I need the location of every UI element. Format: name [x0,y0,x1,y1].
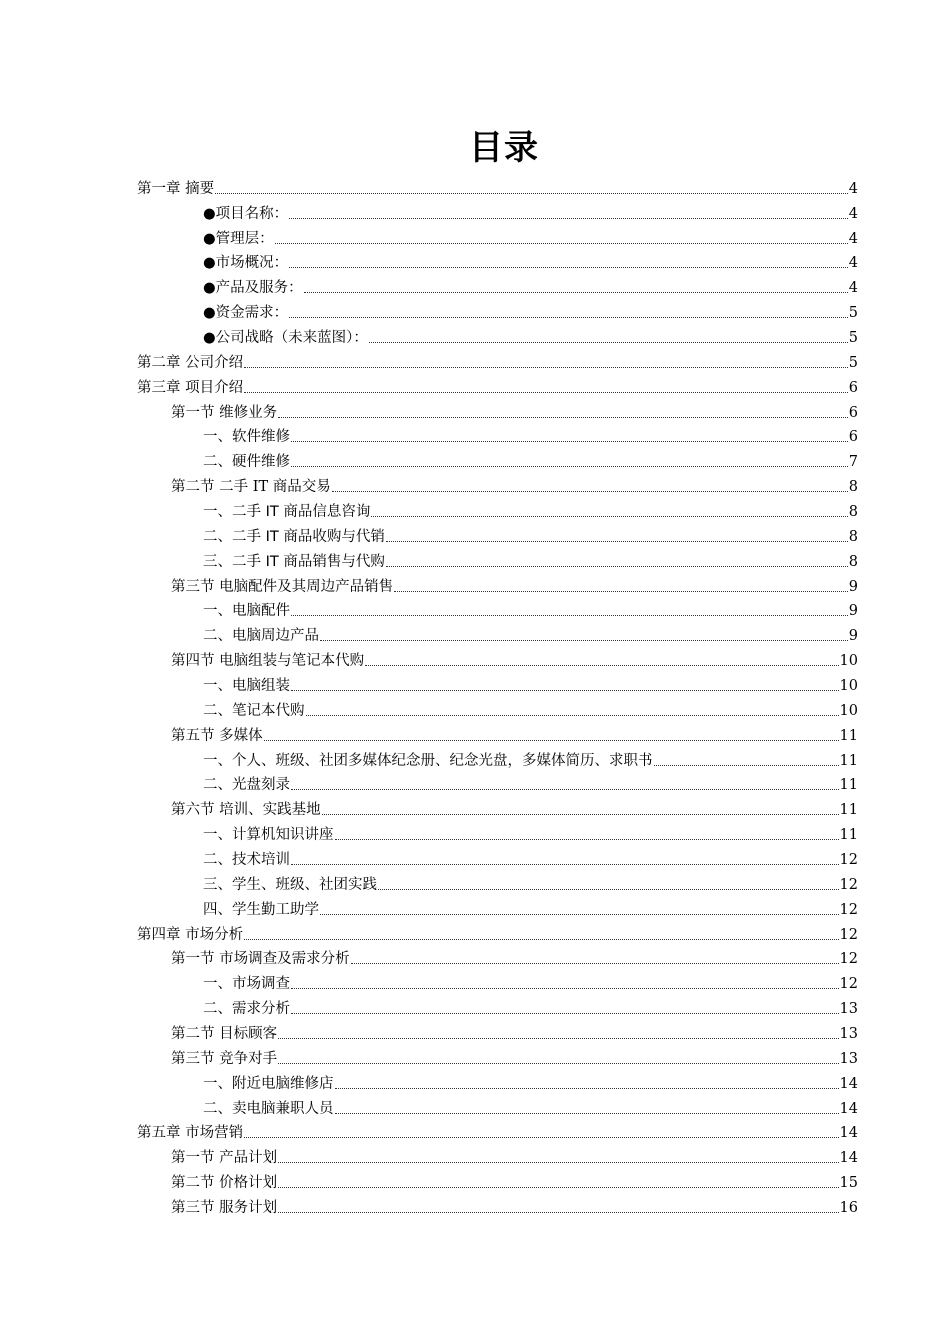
toc-entry-label: 第二节 价格计划 [171,1175,278,1192]
toc-entry-level-3[interactable] [0,621,950,646]
toc-entry-level-3[interactable] [0,423,950,448]
dot-leader [291,441,848,442]
toc-entry-page-number: 6 [848,379,858,396]
toc-entry-label: 第二章 公司介绍 [137,354,244,371]
dot-leader [654,765,839,766]
toc-entry-level-1[interactable] [0,373,950,398]
toc-entry-level-1[interactable] [0,920,950,945]
dot-leader [244,392,848,393]
toc-entry-level-2[interactable] [0,1044,950,1069]
toc-entry-level-3[interactable] [0,273,950,298]
toc-entry-page-number: 8 [848,553,858,570]
toc-entry-page-number: 11 [839,827,858,844]
toc-entry-label: 第五节 多媒体 [171,727,263,744]
toc-entry-level-1[interactable] [0,174,950,199]
toc-entry-page-number: 11 [839,727,858,744]
toc-entry-label: 第一节 维修业务 [171,404,278,421]
toc-entry-page-number: 11 [839,752,858,769]
toc-entry-label: 二、二手 IT 商品收购与代销 [203,528,385,545]
dot-leader [378,889,839,890]
toc-entry-level-3[interactable] [0,671,950,696]
dot-leader [244,367,848,368]
toc-entry-level-3[interactable] [0,597,950,622]
toc-entry-page-number: 8 [848,503,858,520]
toc-entry-label: 二、硬件维修 [203,454,290,471]
toc-entry-label: 一、二手 IT 商品信息咨询 [203,503,371,520]
dot-leader [289,267,848,268]
dot-leader [322,814,839,815]
toc-entry-level-3[interactable] [0,522,950,547]
toc-entry-level-2[interactable] [0,721,950,746]
toc-entry-page-number: 11 [839,777,858,794]
dot-leader [264,740,839,741]
toc-entry-page-number: 13 [839,1026,858,1043]
toc-entry-level-3[interactable] [0,224,950,249]
toc-entry-level-2[interactable] [0,646,950,671]
toc-entry-page-number: 5 [848,329,858,346]
toc-entry-page-number: 13 [839,1050,858,1067]
dot-leader [365,665,838,666]
toc-entry-level-3[interactable] [0,1069,950,1094]
toc-entry-page-number: 12 [839,926,858,943]
toc-entry-page-number: 12 [839,951,858,968]
toc-entry-level-3[interactable] [0,820,950,845]
toc-entry-level-2[interactable] [0,572,950,597]
toc-entry-page-number: 14 [839,1150,858,1167]
dot-leader [371,516,847,517]
dot-leader [394,591,848,592]
toc-entry-level-3[interactable] [0,845,950,870]
toc-entry-page-number: 14 [839,1125,858,1142]
toc-entry-level-3[interactable] [0,298,950,323]
toc-entry-page-number: 5 [848,354,858,371]
dot-leader [289,317,848,318]
toc-entry-label: ●项目名称： [203,205,289,222]
toc-entry-level-3[interactable] [0,696,950,721]
dot-leader [278,1038,838,1039]
toc-entry-page-number: 4 [848,205,858,222]
toc-entry-label: 二、需求分析 [203,1001,290,1018]
toc-entry-level-2[interactable] [0,1019,950,1044]
toc-entry-label: 二、电脑周边产品 [203,628,319,645]
toc-entry-page-number: 8 [848,528,858,545]
dot-leader [244,1137,838,1138]
toc-entry-label: 一、电脑配件 [203,603,290,620]
toc-entry-page-number: 9 [848,603,858,620]
dot-leader [291,864,839,865]
toc-entry-page-number: 11 [839,802,858,819]
dot-leader [291,615,848,616]
dot-leader [335,1088,839,1089]
toc-entry-page-number: 16 [839,1200,858,1217]
toc-entry-level-1[interactable] [0,348,950,373]
toc-entry-label: 第二节 二手 IT 商品交易 [171,479,331,496]
toc-entry-page-number: 4 [848,255,858,272]
toc-entry-label: 四、学生勤工助学 [203,901,319,918]
toc-entry-label: 三、学生、班级、社团实践 [203,876,377,893]
toc-entry-label: 一、个人、班级、社团多媒体纪念册、纪念光盘，多媒体简历、求职书 [203,752,653,769]
dot-leader [304,292,848,293]
toc-entry-label: 一、计算机知识讲座 [203,827,334,844]
toc-entry-label: 第五章 市场营销 [137,1125,244,1142]
toc-entry-label: 第一节 产品计划 [171,1150,278,1167]
dot-leader [335,1113,839,1114]
dot-leader [275,243,848,244]
toc-entry-level-2[interactable] [0,796,950,821]
toc-entry-page-number: 6 [848,429,858,446]
toc-entry-label: 一、电脑组装 [203,677,290,694]
toc-entry-page-number: 15 [839,1175,858,1192]
toc-entry-label: 二、光盘刻录 [203,777,290,794]
toc-title: 目录 [469,128,539,168]
dot-leader [278,417,848,418]
toc-entry-label: 一、附近电脑维修店 [203,1075,334,1092]
dot-leader [278,1162,838,1163]
toc-entry-page-number: 4 [848,280,858,297]
toc-entry-level-3[interactable] [0,870,950,895]
toc-entry-page-number: 13 [839,1001,858,1018]
toc-entry-label: 第四章 市场分析 [137,926,244,943]
toc-entry-label: ●产品及服务： [203,280,303,297]
dot-leader [386,541,848,542]
toc-entry-page-number: 10 [839,653,858,670]
toc-entry-label: 第一节 市场调查及需求分析 [171,951,350,968]
dot-leader [278,1063,838,1064]
dot-leader [351,963,839,964]
toc-entry-level-3[interactable] [0,323,950,348]
toc-entry-label: 第四节 电脑组装与笔记本代购 [171,653,365,670]
toc-entry-label: 第六节 培训、实践基地 [171,802,321,819]
toc-entry-level-3[interactable] [0,1094,950,1119]
toc-entry-page-number: 12 [839,976,858,993]
toc-entry-page-number: 12 [839,852,858,869]
dot-leader [291,690,839,691]
toc-entry-level-2[interactable] [0,945,950,970]
dot-leader [291,466,848,467]
toc-entry-level-2[interactable] [0,1144,950,1169]
toc-entry-level-3[interactable] [0,497,950,522]
toc-entry-level-3[interactable] [0,771,950,796]
toc-entry-label: 二、卖电脑兼职人员 [203,1100,334,1117]
dot-leader [320,914,839,915]
toc-entry-page-number: 4 [848,180,858,197]
toc-entry-page-number: 4 [848,230,858,247]
toc-entry-level-3[interactable] [0,994,950,1019]
toc-entry-level-3[interactable] [0,746,950,771]
dot-leader [320,640,848,641]
dot-leader [278,1212,838,1213]
toc-entry-page-number: 6 [848,404,858,421]
dot-leader [291,1013,839,1014]
toc-entry-label: 第三节 服务计划 [171,1200,278,1217]
dot-leader [278,1187,838,1188]
toc-entry-label: 第二节 目标顾客 [171,1026,278,1043]
toc-entry-level-3[interactable] [0,970,950,995]
dot-leader [215,193,848,194]
toc-entry-page-number: 12 [839,901,858,918]
toc-entry-level-3[interactable] [0,447,950,472]
toc-entry-label: 一、市场调查 [203,976,290,993]
toc-entry-page-number: 12 [839,876,858,893]
toc-entry-page-number: 9 [848,628,858,645]
dot-leader [369,342,848,343]
toc-entry-level-3[interactable] [0,199,950,224]
dot-leader [335,839,839,840]
toc-entry-level-1[interactable] [0,1119,950,1144]
dot-leader [289,218,848,219]
toc-entry-label: ●市场概况： [203,255,289,272]
toc-entry-label: ●管理层： [203,230,274,247]
dot-leader [386,566,848,567]
dot-leader [306,715,839,716]
toc-entry-level-3[interactable] [0,895,950,920]
toc-entry-label: ●公司战略（未来蓝图）： [203,329,368,346]
toc-entry-label: 三、二手 IT 商品销售与代购 [203,553,385,570]
toc-entry-label: 第三章 项目介绍 [137,379,244,396]
dot-leader [244,939,838,940]
toc-entry-label: 一、软件维修 [203,429,290,446]
toc-entry-page-number: 14 [839,1100,858,1117]
toc-entry-level-2[interactable] [0,398,950,423]
toc-entry-page-number: 10 [839,702,858,719]
toc-entry-level-2[interactable] [0,472,950,497]
dot-leader [332,491,848,492]
toc-entry-page-number: 9 [848,578,858,595]
toc-entry-page-number: 7 [848,454,858,471]
toc-entry-level-3[interactable] [0,547,950,572]
toc-entry-level-2[interactable] [0,1168,950,1193]
toc-entry-label: 二、笔记本代购 [203,702,305,719]
toc-entry-level-2[interactable] [0,1193,950,1218]
toc-entry-page-number: 8 [848,479,858,496]
toc-entry-page-number: 10 [839,677,858,694]
toc-entry-label: 第三节 竞争对手 [171,1050,278,1067]
toc-entry-label: 二、技术培训 [203,852,290,869]
toc-entry-label: 第一章 摘要 [137,180,215,197]
toc-entry-level-3[interactable] [0,249,950,274]
dot-leader [291,988,839,989]
toc-entry-page-number: 5 [848,305,858,322]
toc-entry-label: 第三节 电脑配件及其周边产品销售 [171,578,394,595]
dot-leader [291,789,839,790]
toc-entry-page-number: 14 [839,1075,858,1092]
toc-entry-label: ●资金需求： [203,305,289,322]
